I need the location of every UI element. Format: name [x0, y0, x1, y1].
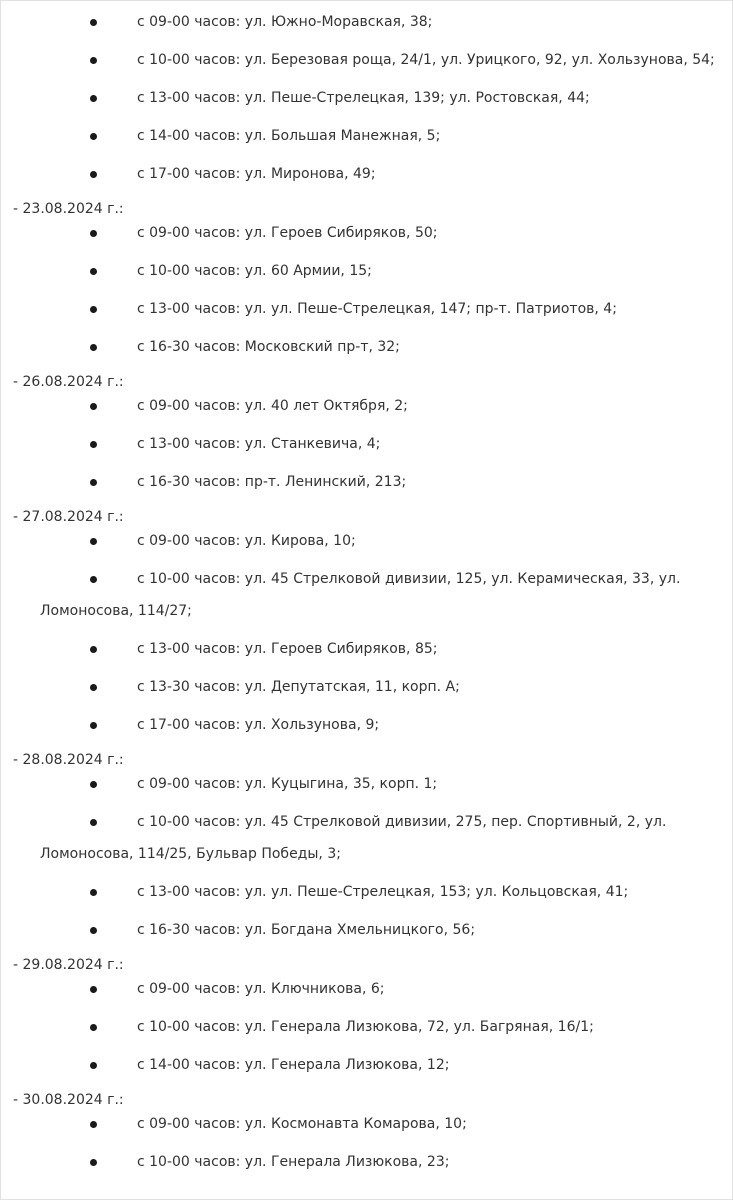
bullet-icon	[90, 95, 97, 102]
bullet-icon	[90, 230, 97, 237]
list-item-text: с 14-00 часов: ул. Генерала Лизюкова, 12;	[137, 1057, 450, 1073]
list-item-text: с 09-00 часов: ул. Куцыгина, 35, корп. 1;	[137, 776, 438, 792]
bullet-icon	[90, 171, 97, 178]
bullet-icon	[90, 479, 97, 486]
bullet-icon	[90, 684, 97, 691]
bullet-icon	[90, 819, 97, 826]
list-item-text: с 09-00 часов: ул. Южно-Моравская, 38;	[137, 14, 433, 30]
list-item-text-continuation: Ломоносова, 114/27;	[40, 603, 192, 619]
bullet-icon	[90, 1159, 97, 1166]
date-heading: - 26.08.2024 г.:	[13, 374, 124, 390]
bullet-icon	[90, 538, 97, 545]
bullet-icon	[90, 1121, 97, 1128]
list-item-text: с 10-00 часов: ул. Генерала Лизюкова, 72, ул. Багряная, 16/1;	[137, 1019, 594, 1035]
date-heading: - 23.08.2024 г.:	[13, 201, 124, 217]
list-item-text: с 09-00 часов: ул. Героев Сибиряков, 50;	[137, 225, 438, 241]
list-item-text: с 09-00 часов: ул. Космонавта Комарова, 10;	[137, 1116, 467, 1132]
bullet-icon	[90, 268, 97, 275]
date-heading: - 28.08.2024 г.:	[13, 752, 124, 768]
bullet-icon	[90, 576, 97, 583]
list-item-text: с 10-00 часов: ул. 45 Стрелковой дивизии, 125, ул. Керамическая, 33, ул.	[137, 571, 681, 587]
list-item-text: с 10-00 часов: ул. Генерала Лизюкова, 23;	[137, 1154, 450, 1170]
date-heading: - 27.08.2024 г.:	[13, 509, 124, 525]
bullet-icon	[90, 889, 97, 896]
list-item-text: с 09-00 часов: ул. Кирова, 10;	[137, 533, 356, 549]
list-item-text: с 16-30 часов: пр-т. Ленинский, 213;	[137, 474, 407, 490]
list-item-text: с 14-00 часов: ул. Большая Манежная, 5;	[137, 128, 441, 144]
list-item-text: с 10-00 часов: ул. 45 Стрелковой дивизии, 275, пер. Спортивный, 2, ул.	[137, 814, 667, 830]
bullet-icon	[90, 19, 97, 26]
list-item-text-continuation: Ломоносова, 114/25, Бульвар Победы, 3;	[40, 846, 341, 862]
list-item-text: с 13-00 часов: ул. ул. Пеше-Стрелецкая, 153; ул. Кольцовская, 41;	[137, 884, 629, 900]
bullet-icon	[90, 986, 97, 993]
list-item-text: с 13-30 часов: ул. Депутатская, 11, корп. А;	[137, 679, 460, 695]
bullet-icon	[90, 927, 97, 934]
list-item-text: с 10-00 часов: ул. 60 Армии, 15;	[137, 263, 372, 279]
list-item-text: с 10-00 часов: ул. Березовая роща, 24/1, ул. Урицкого, 92, ул. Хользунова, 54;	[137, 52, 715, 68]
bullet-icon	[90, 722, 97, 729]
list-item-text: с 17-00 часов: ул. Миронова, 49;	[137, 166, 376, 182]
bullet-icon	[90, 781, 97, 788]
list-item-text: с 16-30 часов: ул. Богдана Хмельницкого, 56;	[137, 922, 476, 938]
list-item-text: с 13-00 часов: ул. Станкевича, 4;	[137, 436, 381, 452]
bullet-icon	[90, 403, 97, 410]
date-heading: - 30.08.2024 г.:	[13, 1092, 124, 1108]
list-item-text: с 13-00 часов: ул. ул. Пеше-Стрелецкая, 147; пр-т. Патриотов, 4;	[137, 301, 617, 317]
bullet-icon	[90, 646, 97, 653]
bullet-icon	[90, 1024, 97, 1031]
list-item-text: с 09-00 часов: ул. Ключникова, 6;	[137, 981, 385, 997]
bullet-icon	[90, 306, 97, 313]
list-item-text: с 09-00 часов: ул. 40 лет Октября, 2;	[137, 398, 408, 414]
list-item-text: с 13-00 часов: ул. Пеше-Стрелецкая, 139; ул. Ростовская, 44;	[137, 90, 590, 106]
list-item-text: с 17-00 часов: ул. Хользунова, 9;	[137, 717, 380, 733]
date-heading: - 29.08.2024 г.:	[13, 957, 124, 973]
list-item-text: с 16-30 часов: Московский пр-т, 32;	[137, 339, 400, 355]
bullet-icon	[90, 344, 97, 351]
bullet-icon	[90, 441, 97, 448]
bullet-icon	[90, 57, 97, 64]
list-item-text: с 13-00 часов: ул. Героев Сибиряков, 85;	[137, 641, 438, 657]
bullet-icon	[90, 1062, 97, 1069]
bullet-icon	[90, 133, 97, 140]
